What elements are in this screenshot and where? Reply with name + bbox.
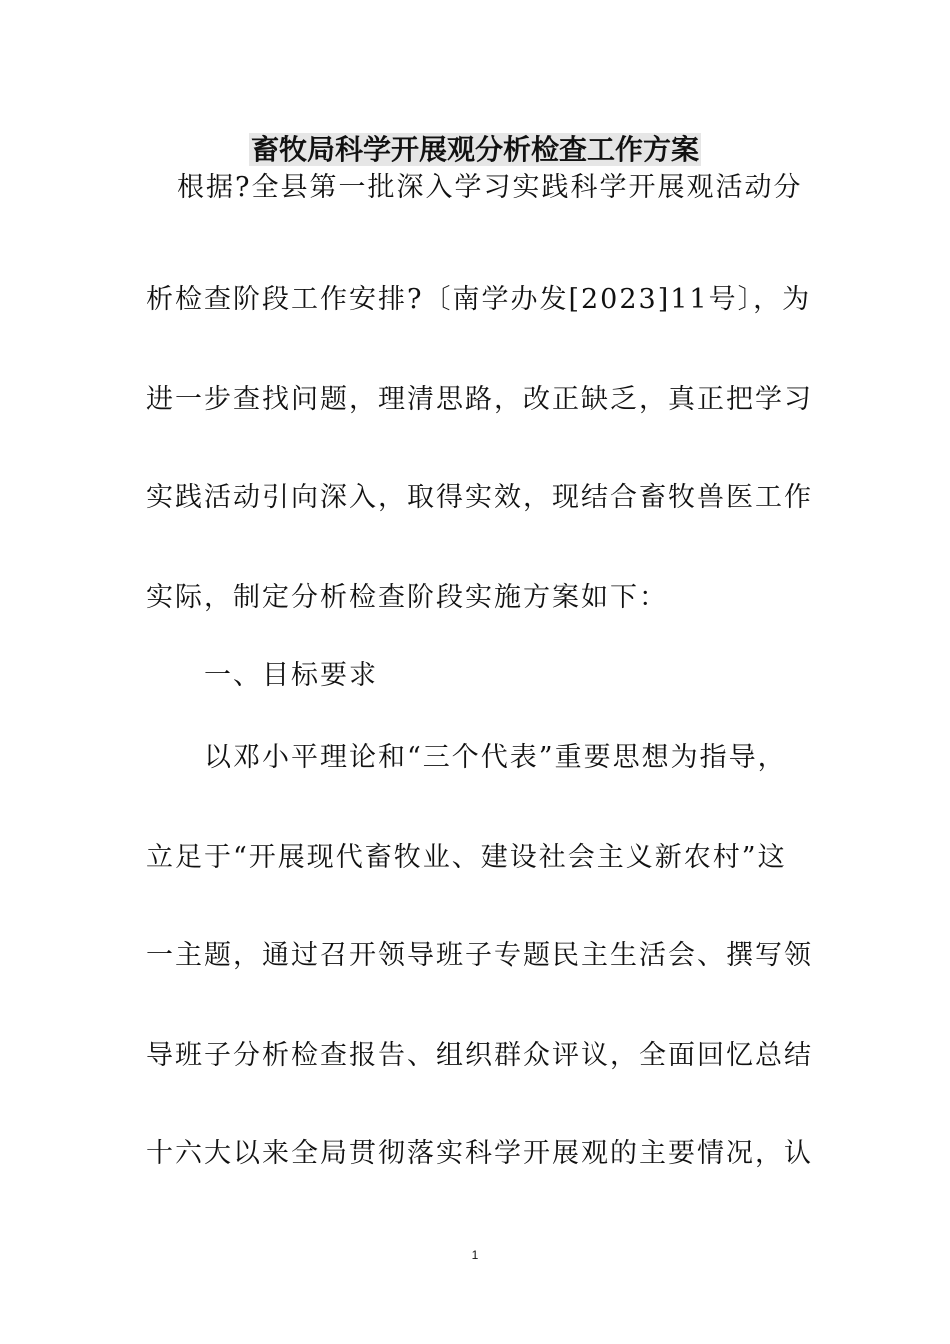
document-title-text: 畜牧局科学开展观分析检查工作方案: [250, 133, 699, 166]
paragraph-line: 实际，制定分析检查阶段实施方案如下：: [146, 582, 668, 613]
page-number: 1: [471, 1248, 479, 1262]
section-heading: 一、目标要求: [204, 660, 378, 691]
paragraph-line: 十六大以来全局贯彻落实科学开展观的主要情况，认: [146, 1138, 813, 1169]
paragraph-line: 实践活动引向深入，取得实效，现结合畜牧兽医工作: [146, 482, 813, 513]
paragraph-line: 一主题，通过召开领导班子专题民主生活会、撰写领: [146, 940, 813, 971]
paragraph-line: 导班子分析检查报告、组织群众评议，全面回忆总结: [146, 1040, 813, 1071]
paragraph-line: 进一步查找问题，理清思路，改正缺乏，真正把学习: [146, 384, 813, 415]
paragraph-line: 立足于“开展现代畜牧业、建设社会主义新农村”这: [146, 842, 787, 873]
paragraph-line: 以邓小平理论和“三个代表”重要思想为指导，: [204, 742, 787, 773]
paragraph-line: 根据?全县第一批深入学习实践科学开展观活动分: [177, 172, 803, 203]
document-title: [0, 128, 950, 172]
paragraph-line: 析检查阶段工作安排?〔南学办发[2023]11号〕，为: [146, 284, 812, 315]
